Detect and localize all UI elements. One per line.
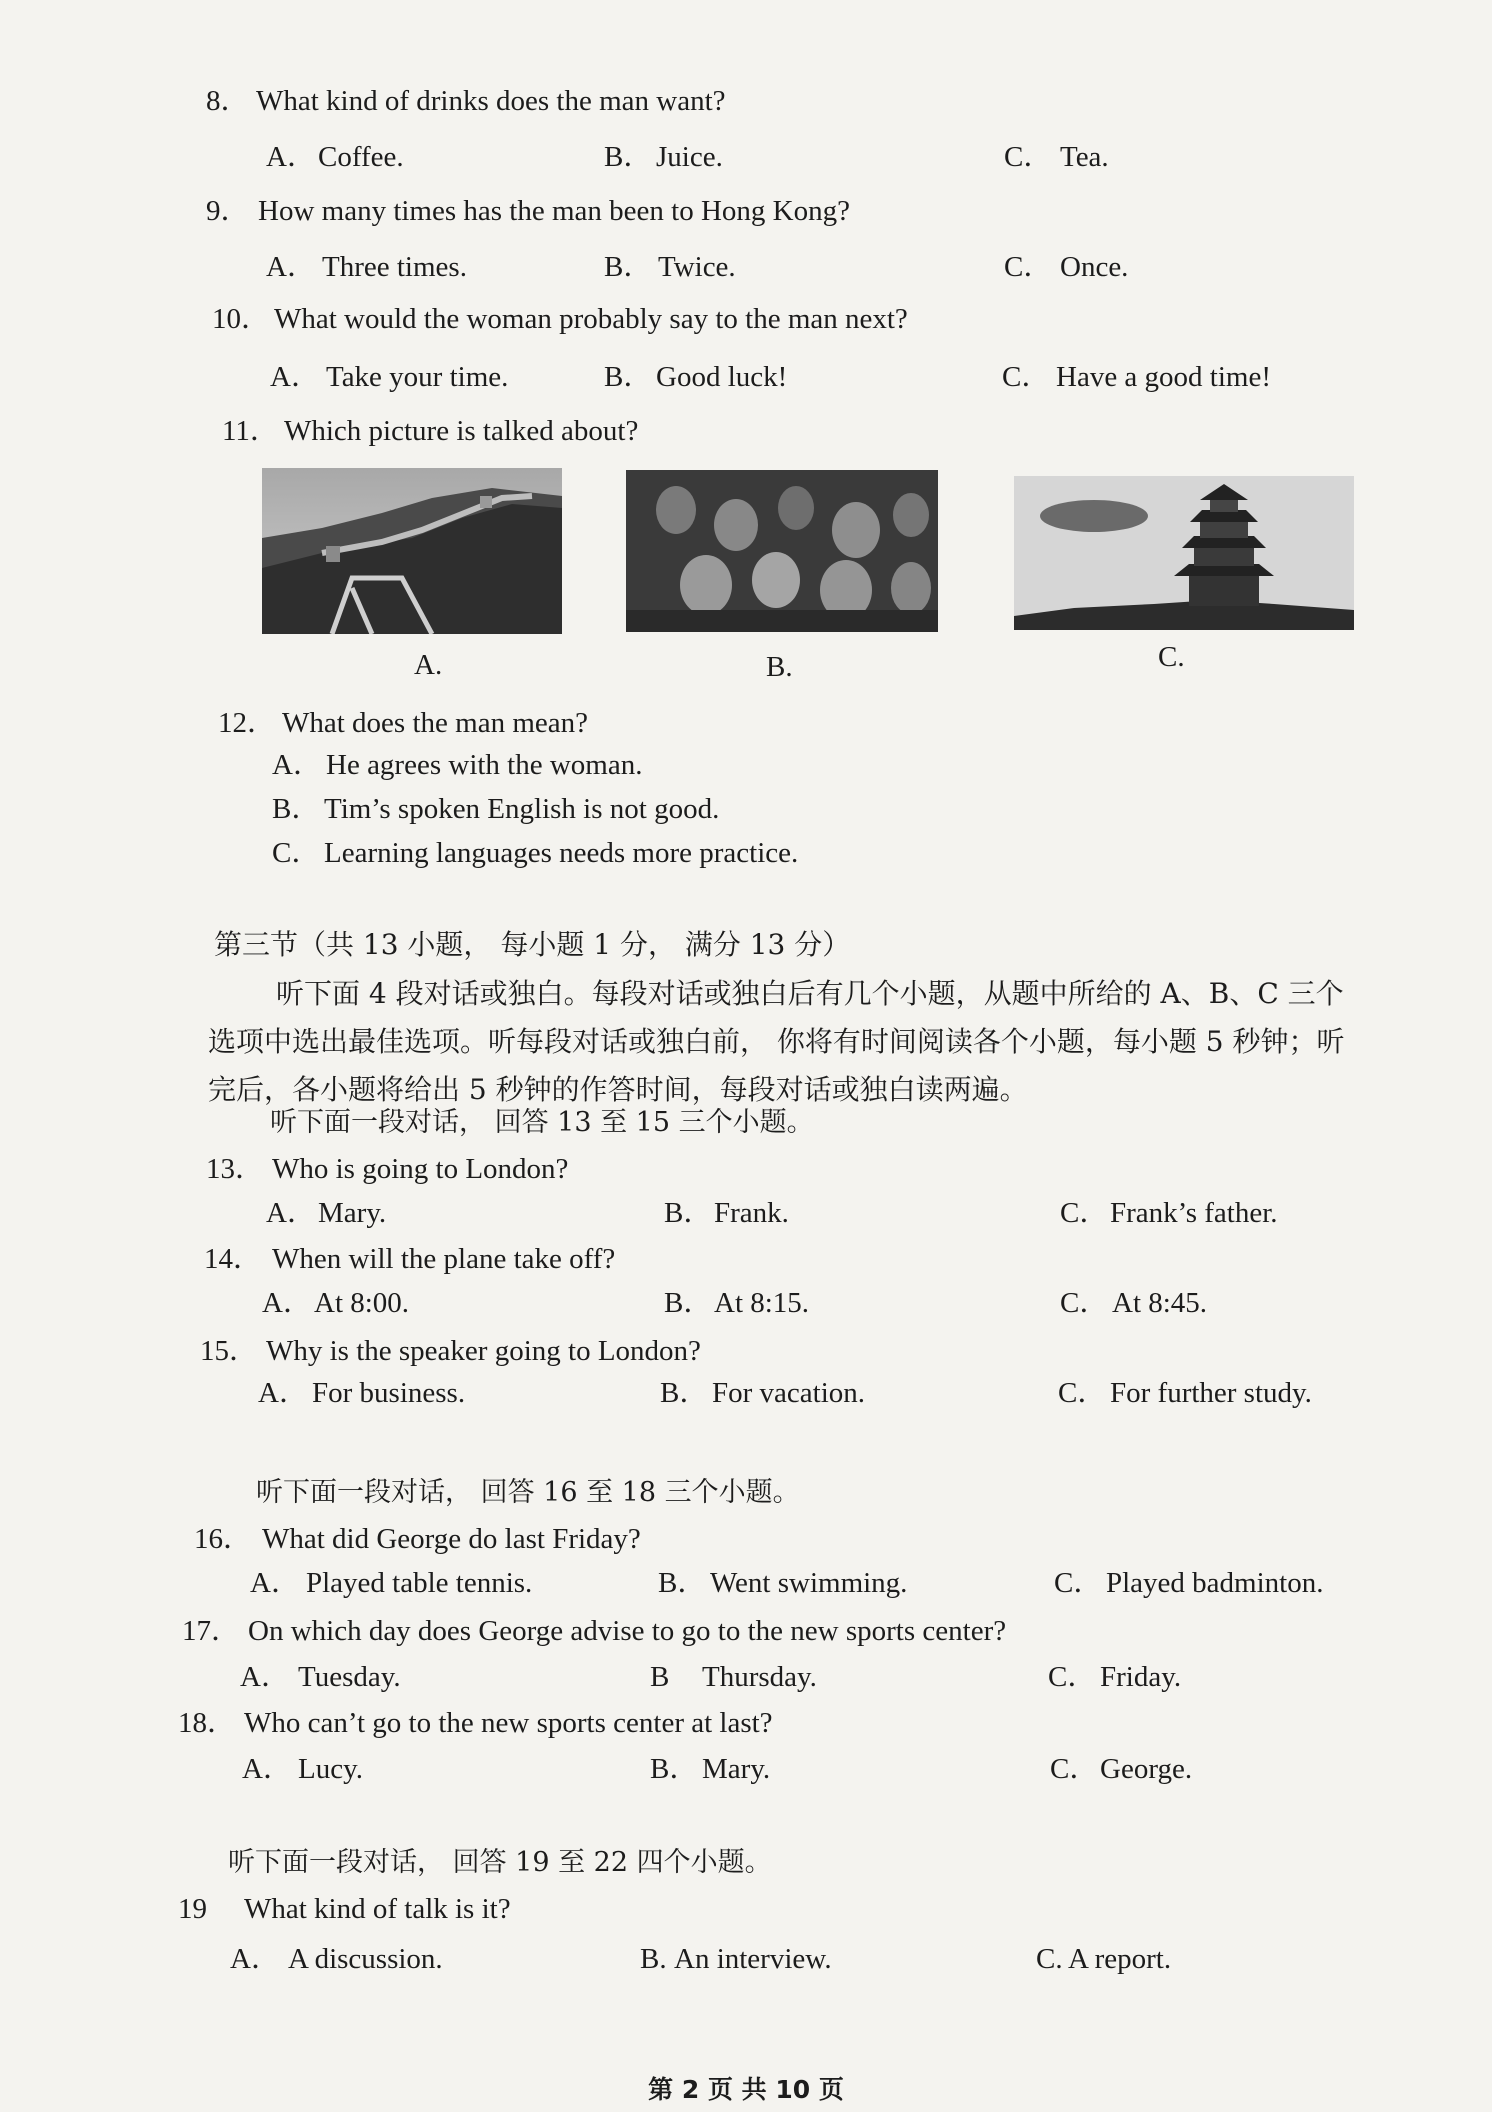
question-number: 19	[178, 1893, 207, 1925]
option-text: Played table tennis.	[306, 1567, 533, 1599]
option-label: A．	[270, 361, 320, 393]
section-instructions: 听下面 4 段对话或独白。每段对话或独白后有几个小题，从题中所给的 A、B、C 三个选项中选出最佳选项。听每段对话或独白前， 你将有时间阅读各个小题，每小题 5 秒钟；听完后，各小题将给出 5 秒钟的作答时间，每段对话或独白读两遍。	[208, 977, 1345, 1106]
option-label: A．	[250, 1567, 300, 1599]
option-label: B．	[604, 141, 653, 173]
option-label: B．	[272, 793, 321, 825]
option-text: Thursday.	[702, 1661, 817, 1693]
page-footer: 第 2 页 共 10 页	[648, 2075, 844, 2104]
option-label: B．	[604, 251, 653, 283]
option-label: B	[650, 1661, 670, 1693]
option-label: A．	[266, 1197, 316, 1229]
option-text: Twice.	[658, 251, 736, 283]
option-label: A．	[272, 749, 322, 781]
question-number: 13．	[206, 1153, 265, 1185]
question-number: 11．	[222, 415, 279, 447]
question-text: Which picture is talked about?	[284, 415, 639, 447]
option-label: C．	[1060, 1287, 1109, 1319]
option-text: Went swimming.	[710, 1567, 908, 1599]
option-label: A．	[266, 141, 316, 173]
option-text: Mary.	[318, 1197, 387, 1229]
option-label: C.	[1036, 1943, 1063, 1975]
option-label: C．	[1048, 1661, 1097, 1693]
option-text: He agrees with the woman.	[326, 749, 643, 781]
option-text: Three times.	[322, 251, 467, 283]
picture-label: A.	[414, 649, 443, 681]
option-label: C．	[1060, 1197, 1109, 1229]
option-label: C．	[272, 837, 321, 869]
question-number: 12．	[218, 707, 277, 739]
option-text: At 8:45.	[1112, 1287, 1208, 1319]
option-label: A．	[266, 251, 316, 283]
group-intro: 听下面一段对话， 回答 19 至 22 四个小题。	[228, 1847, 772, 1878]
option-text: Coffee.	[318, 141, 404, 173]
pagoda-tower-photo	[1014, 476, 1354, 630]
question-number: 8．	[206, 85, 250, 117]
option-text: Juice.	[656, 141, 723, 173]
option-label: C．	[1004, 141, 1053, 173]
question-text: How many times has the man been to Hong Kong?	[258, 195, 850, 227]
great-wall-photo	[262, 468, 562, 634]
option-label: A．	[242, 1753, 292, 1785]
option-text: A report.	[1068, 1943, 1172, 1975]
picture-label: B.	[766, 651, 793, 683]
option-text: Good luck!	[656, 361, 788, 393]
question-text: Why is the speaker going to London?	[266, 1335, 701, 1367]
option-label: B．	[660, 1377, 709, 1409]
option-text: Tea.	[1060, 141, 1109, 173]
question-number: 16．	[194, 1523, 253, 1555]
option-label: C．	[1002, 361, 1051, 393]
section-title: 第三节（共 13 小题， 每小题 1 分， 满分 13 分）	[214, 928, 851, 961]
group-intro: 听下面一段对话， 回答 16 至 18 三个小题。	[256, 1477, 800, 1508]
option-label: B．	[650, 1753, 699, 1785]
question-number: 9．	[206, 195, 250, 227]
option-text: Mary.	[702, 1753, 771, 1785]
option-text: Take your time.	[326, 361, 509, 393]
option-text: An interview.	[674, 1943, 832, 1975]
option-label: C．	[1004, 251, 1053, 283]
question-text: On which day does George advise to go to the new sports center?	[248, 1615, 1007, 1647]
option-label: B．	[664, 1197, 713, 1229]
option-text: Lucy.	[298, 1753, 363, 1785]
question-text: What would the woman probably say to the man next?	[274, 303, 908, 335]
option-label: B．	[658, 1567, 707, 1599]
option-label: A．	[230, 1943, 280, 1975]
option-label: A．	[258, 1377, 308, 1409]
group-intro: 听下面一段对话， 回答 13 至 15 三个小题。	[270, 1107, 814, 1138]
option-text: For business.	[312, 1377, 466, 1409]
question-number: 15．	[200, 1335, 259, 1367]
option-text: Learning languages needs more practice.	[324, 837, 799, 869]
option-label: B．	[664, 1287, 713, 1319]
option-text: Tim’s spoken English is not good.	[324, 793, 720, 825]
option-text: Tuesday.	[298, 1661, 401, 1693]
question-text: What kind of talk is it?	[244, 1893, 511, 1925]
option-text: Played badminton.	[1106, 1567, 1324, 1599]
option-text: George.	[1100, 1753, 1193, 1785]
option-text: A discussion.	[288, 1943, 443, 1975]
question-text: What did George do last Friday?	[262, 1523, 641, 1555]
picture-label: C.	[1158, 641, 1185, 673]
option-label: C．	[1050, 1753, 1099, 1785]
option-text: Have a good time!	[1056, 361, 1272, 393]
option-text: Once.	[1060, 251, 1129, 283]
option-label: B.	[640, 1943, 667, 1975]
terracotta-warriors-photo	[626, 470, 938, 632]
question-text: What does the man mean?	[282, 707, 588, 739]
option-text: At 8:00.	[314, 1287, 410, 1319]
option-text: At 8:15.	[714, 1287, 810, 1319]
option-text: For vacation.	[712, 1377, 866, 1409]
question-number: 18．	[178, 1707, 237, 1739]
option-text: Frank.	[714, 1197, 789, 1229]
question-text: What kind of drinks does the man want?	[256, 85, 726, 117]
option-label: C．	[1058, 1377, 1107, 1409]
option-label: C．	[1054, 1567, 1103, 1599]
option-text: Friday.	[1100, 1661, 1182, 1693]
option-label: A．	[240, 1661, 290, 1693]
option-text: Frank’s father.	[1110, 1197, 1278, 1229]
question-number: 17．	[182, 1615, 241, 1647]
question-text: Who is going to London?	[272, 1153, 569, 1185]
question-text: Who can’t go to the new sports center at last?	[244, 1707, 773, 1739]
question-number: 10．	[212, 303, 271, 335]
option-label: A．	[262, 1287, 312, 1319]
option-label: B．	[604, 361, 653, 393]
option-text: For further study.	[1110, 1377, 1312, 1409]
question-number: 14．	[204, 1243, 263, 1275]
question-text: When will the plane take off?	[272, 1243, 616, 1275]
